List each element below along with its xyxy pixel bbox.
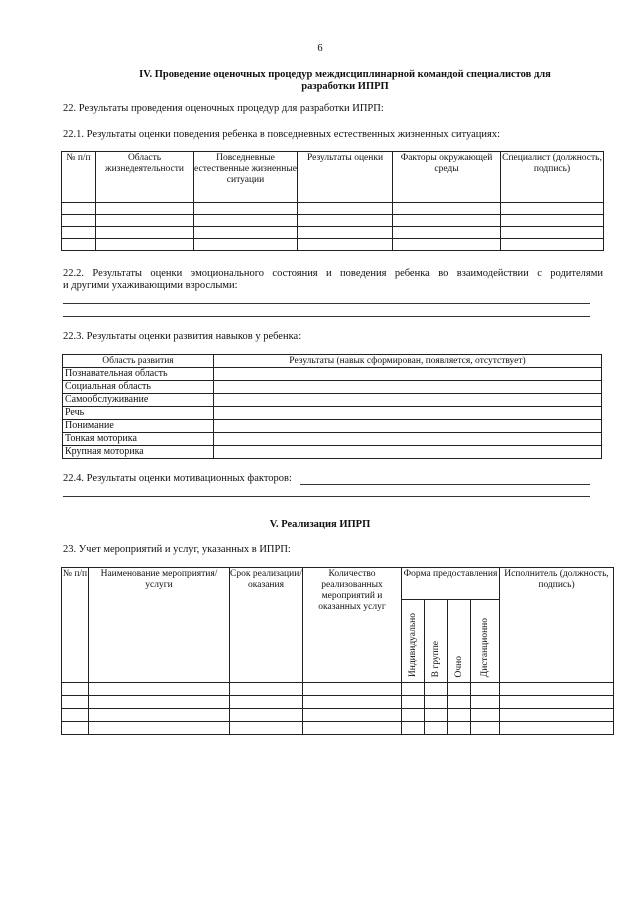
table-row — [63, 433, 602, 446]
table2-header-results: Результаты (навык сформирован, появляется, отсутствует) — [214, 355, 602, 368]
paragraph-22-3: 22.3. Результаты оценки развития навыков у ребенка: — [63, 331, 302, 342]
fill-line[interactable] — [300, 484, 590, 485]
table1-header-situations: Повседневные естественные жизненные ситуации — [194, 152, 298, 203]
behavior-assessment-table — [61, 151, 604, 251]
table-row — [63, 381, 602, 394]
paragraph-22-2-line2: и другими ухаживающими взрослыми: — [63, 280, 238, 291]
table-row — [62, 239, 604, 251]
activities-table — [61, 567, 614, 735]
table3-header-count: Количество реализованных мероприятий и оказанных услуг — [303, 568, 402, 683]
table1-header-results: Результаты оценки — [298, 152, 393, 203]
table-row — [63, 407, 602, 420]
paragraph-22: 22. Результаты проведения оценочных процедур для разработки ИПРП: — [63, 103, 384, 114]
section-5-title: V. Реализация ИПРП — [269, 519, 371, 530]
section-4-title-line1: IV. Проведение оценочных процедур междисциплинарной командой специалистов для — [139, 69, 551, 80]
table-row — [63, 446, 602, 459]
skill-area-label: Крупная моторика — [63, 446, 214, 459]
skill-area-label: Самообслуживание — [63, 394, 214, 407]
fill-line[interactable] — [63, 303, 590, 304]
table3-header-name: Наименование мероприятия/услуги — [89, 568, 230, 683]
table-row — [62, 203, 604, 215]
table3-header-form-remote: Дистанционно — [471, 600, 500, 683]
table3-header-form: Форма предоставления — [402, 568, 500, 600]
table2-header-area: Область развития — [63, 355, 214, 368]
table1-header-num: № п/п — [62, 152, 96, 203]
table1-header-factors: Факторы окружающей среды — [393, 152, 501, 203]
table3-header-form-group: В группе — [425, 600, 448, 683]
table1-header-area: Область жизнедеятельности — [96, 152, 194, 203]
table-row — [62, 696, 614, 709]
skill-area-label: Познавательная область — [63, 368, 214, 381]
section-4-title-line2: разработки ИПРП — [301, 81, 389, 92]
paragraph-23: 23. Учет мероприятий и услуг, указанных в ИПРП: — [63, 544, 291, 555]
paragraph-22-2-line1: 22.2. Результаты оценки эмоционального состояния и поведения ребенка во взаимодействии с родителями — [63, 268, 603, 279]
table-row — [62, 227, 604, 239]
table-row — [62, 709, 614, 722]
table-row — [62, 722, 614, 735]
skill-area-label: Понимание — [63, 420, 214, 433]
table3-header-form-individual: Индивидуально — [402, 600, 425, 683]
table3-header-form-inperson: Очно — [448, 600, 471, 683]
table-row — [63, 420, 602, 433]
paragraph-22-1: 22.1. Результаты оценки поведения ребенка в повседневных естественных жизненных ситуациях: — [63, 129, 500, 140]
table-row — [62, 683, 614, 696]
table3-header-executor: Исполнитель (должность, подпись) — [500, 568, 614, 683]
skills-table — [62, 354, 602, 459]
table3-header-term: Срок реализации/ оказания — [230, 568, 303, 683]
fill-line[interactable] — [63, 316, 590, 317]
table3-header-num: № п/п — [62, 568, 89, 683]
page-number: 6 — [317, 43, 323, 54]
fill-line[interactable] — [63, 496, 590, 497]
table-row — [63, 394, 602, 407]
table-row — [63, 368, 602, 381]
skill-area-label: Социальная область — [63, 381, 214, 394]
table-row — [62, 215, 604, 227]
skill-area-label: Речь — [63, 407, 214, 420]
table1-header-specialist: Специалист (должность, подпись) — [501, 152, 604, 203]
paragraph-22-4: 22.4. Результаты оценки мотивационных факторов: — [63, 473, 292, 484]
skill-area-label: Тонкая моторика — [63, 433, 214, 446]
